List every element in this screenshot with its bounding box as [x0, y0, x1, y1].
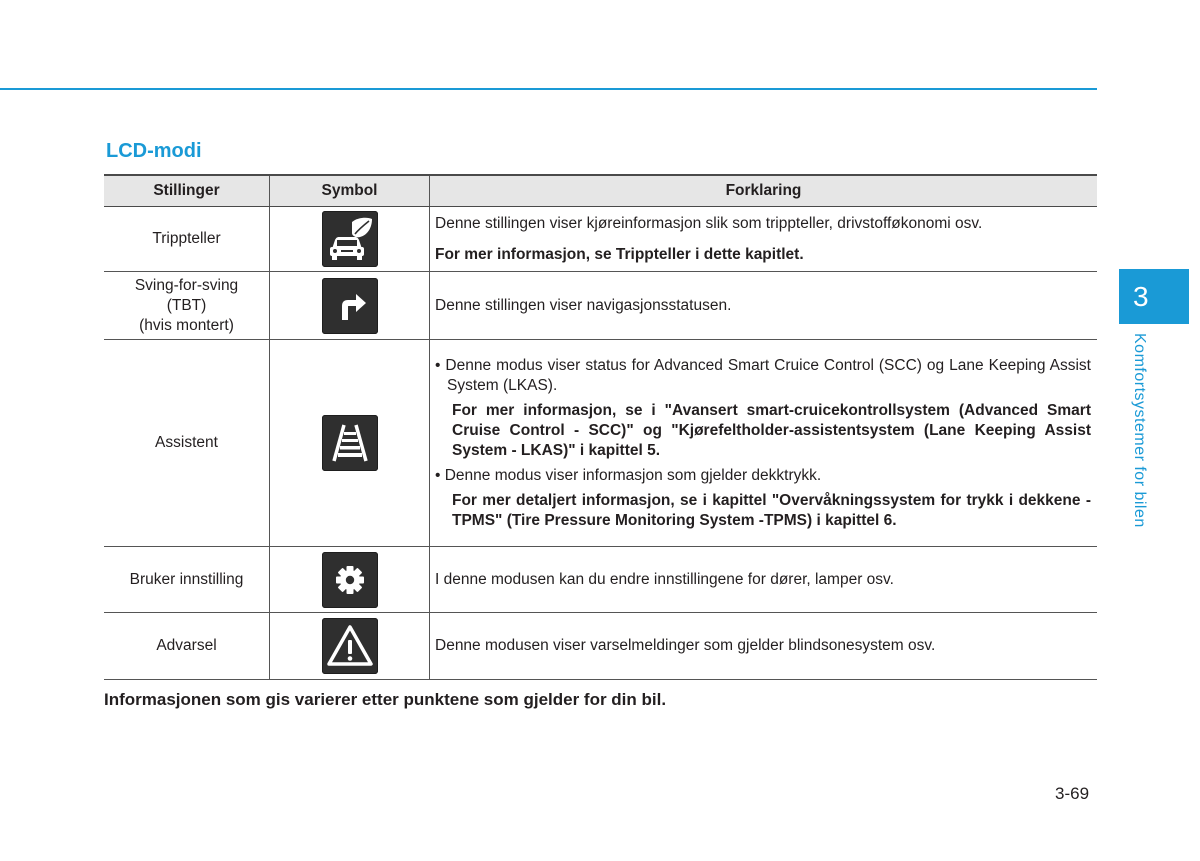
position-line: (hvis montert) — [139, 316, 234, 334]
row-position: Bruker innstilling — [104, 547, 270, 613]
warning-triangle-icon — [322, 618, 378, 674]
table-row-user-settings — [104, 547, 1097, 613]
row-explanation — [430, 272, 1098, 340]
row-explanation — [430, 547, 1098, 613]
table-row-warning — [104, 613, 1097, 680]
header-position: Stillinger — [104, 175, 270, 207]
explanation-text: I denne modusen kan du endre innstillingene for dører, lamper osv. — [435, 570, 894, 588]
row-explanation — [430, 613, 1098, 680]
section-title: LCD-modi — [106, 140, 202, 162]
footnote: Informasjonen som gis varierer etter punktene som gjelder for din bil. — [104, 690, 667, 709]
gear-icon — [322, 552, 378, 608]
header-explanation: Forklaring — [430, 175, 1098, 207]
table-row-assist — [104, 340, 1097, 547]
bullet-item: • Denne modus viser status for Advanced Smart Cruice Control (SCC) og Lane Keeping Assist System (LKAS). — [435, 356, 1091, 394]
explanation-text: Denne stillingen viser kjøreinformasjon slik som trippteller, drivstofføkonomi osv. — [435, 214, 983, 232]
turn-right-arrow-icon — [322, 278, 378, 334]
row-explanation — [430, 207, 1098, 272]
trip-computer-icon — [322, 211, 378, 267]
position-line: (TBT) — [166, 296, 207, 314]
row-position: Trippteller — [104, 207, 270, 272]
explanation-text: Denne modusen viser varselmeldinger som gjelder blindsonesystem osv. — [435, 637, 936, 654]
table-row-trip — [104, 207, 1097, 272]
table-row-tbt — [104, 272, 1097, 340]
chapter-tab: 3 — [1119, 269, 1189, 324]
lcd-modes-table — [104, 174, 1097, 680]
row-position: Assistent — [104, 340, 270, 547]
bullet-item: • Denne modus viser informasjon som gjelder dekktrykk. — [435, 466, 822, 484]
bullet-reference: For mer detaljert informasjon, se i kapittel "Overvåkningssystem for trykk i dekkene - TPMS" (Tire Pressure Monitoring System -TPMS) i kapittel 6. — [452, 491, 1091, 529]
symbol-cell — [270, 340, 430, 547]
symbol-cell — [270, 547, 430, 613]
symbol-cell — [270, 272, 430, 340]
symbol-cell — [270, 613, 430, 680]
header-symbol: Symbol — [270, 175, 430, 207]
bullet-reference: For mer informasjon, se i "Avansert smart-cruicekontrollsystem (Advanced Smart Cruise Control - SCC)" og "Kjørefeltholder-assistentsystem (Lane Keeping Assist System - LKAS)" i kapittel 5. — [452, 401, 1091, 459]
top-rule — [0, 88, 1097, 90]
explanation-text: Denne stillingen viser navigasjonsstatusen. — [435, 296, 732, 314]
chapter-title: Komfortsystemer for bilen — [1131, 333, 1148, 528]
explanation-reference: For mer informasjon, se Trippteller i dette kapitlet. — [435, 245, 804, 263]
row-explanation — [430, 340, 1098, 547]
symbol-cell — [270, 207, 430, 272]
page-number: 3-69 — [1055, 784, 1090, 803]
row-position — [104, 272, 270, 340]
lane-assist-icon — [322, 415, 378, 471]
row-position: Advarsel — [104, 613, 270, 680]
position-line: Sving-for-sving — [134, 276, 239, 294]
table-header-row — [104, 175, 1097, 207]
